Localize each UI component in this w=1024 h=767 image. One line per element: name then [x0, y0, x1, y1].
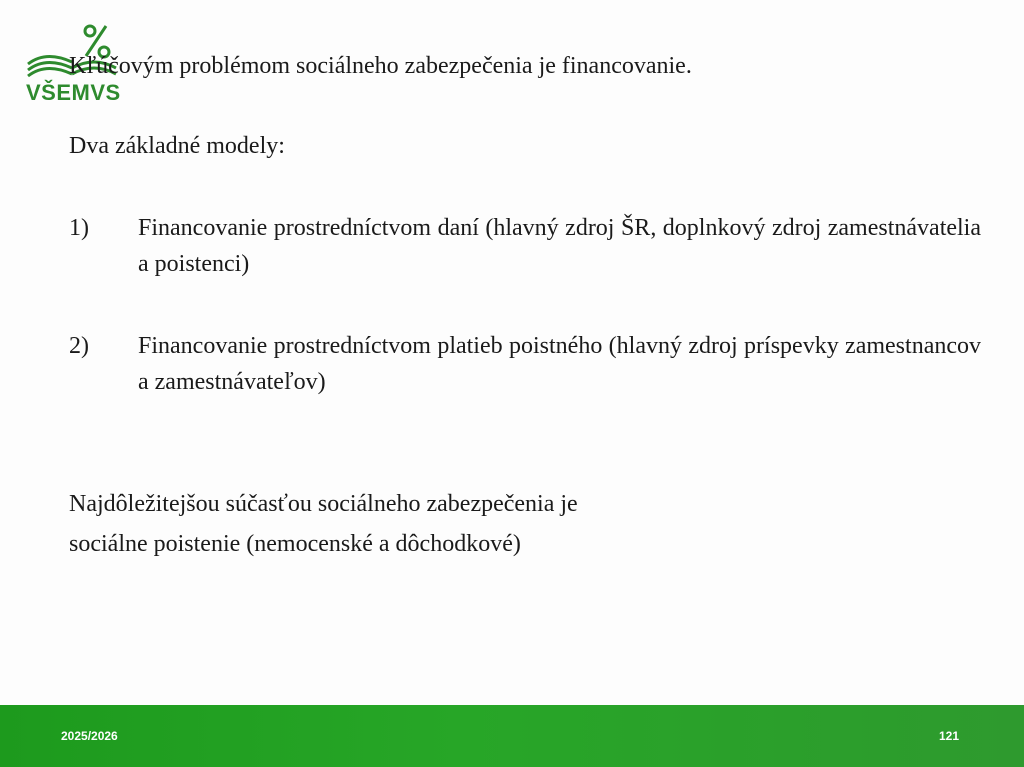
list-item-text: Financovanie prostredníctvom platieb poistného (hlavný zdroj príspevky zamestnancov a zamestnávateľov): [138, 333, 981, 395]
slide-subheading: Dva základné modely:: [69, 133, 285, 159]
list-item-number: 1): [69, 215, 89, 241]
list-item-text: Financovanie prostredníctvom daní (hlavný zdroj ŠR, doplnkový zdroj zamestnávatelia a poistenci): [138, 215, 981, 277]
list-item: [69, 210, 981, 282]
slide-heading: Kľúčovým problémom sociálneho zabezpečenia je financovanie.: [69, 53, 692, 79]
closing-statement: [69, 484, 578, 564]
footer-year: 2025/2026: [61, 729, 118, 743]
logo-text: VŠEMVS: [26, 80, 121, 105]
list-item: [69, 328, 981, 400]
closing-line: sociálne poistenie (nemocenské a dôchodkové): [69, 531, 521, 557]
closing-line: Najdôležitejšou súčasťou sociálneho zabezpečenia je: [69, 491, 578, 517]
list-item-number: 2): [69, 333, 89, 359]
page-number: 121: [939, 729, 960, 743]
footer-bar: [0, 705, 1024, 767]
